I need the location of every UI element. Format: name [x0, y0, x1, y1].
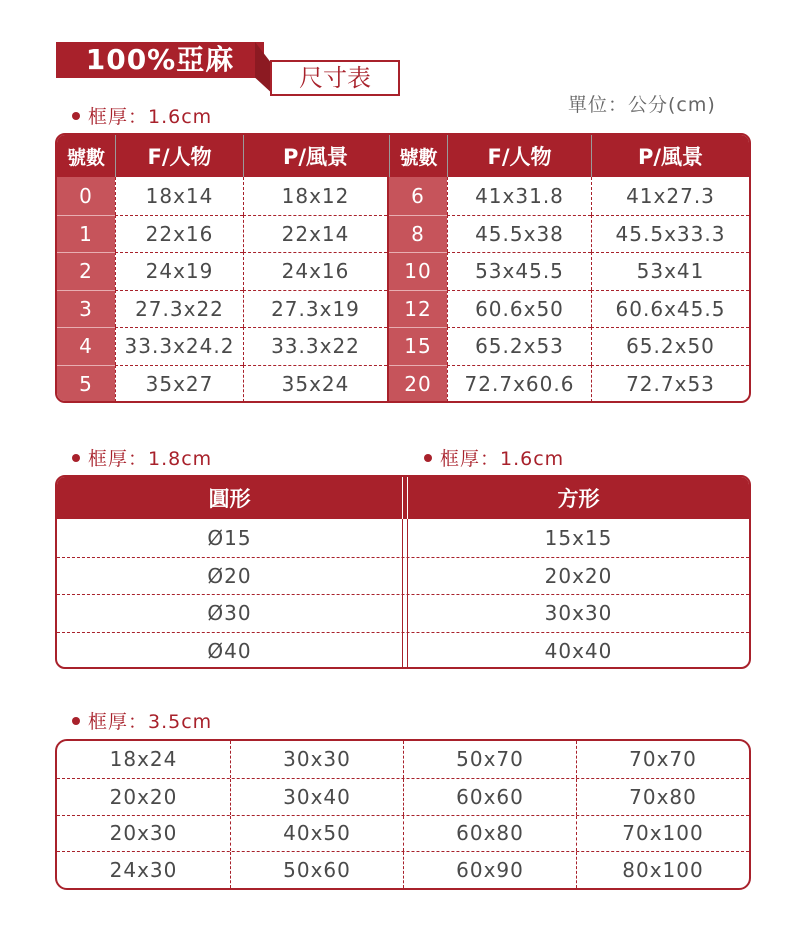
size-cell: 72.7x60.6 [447, 365, 591, 403]
square-size-cell: 30x30 [544, 601, 613, 626]
size-cell: 27.3x22 [115, 290, 243, 328]
square-size-cell: 20x20 [544, 563, 613, 588]
number-cell: 6 [389, 177, 447, 215]
size-cell: 30x30 [230, 741, 403, 778]
size-cell: 22x14 [243, 215, 387, 253]
size-cell: 33.3x22 [243, 327, 387, 365]
size-cell: 80x100 [576, 852, 749, 888]
size-cell: 60x80 [403, 816, 576, 852]
table-header [57, 477, 749, 519]
size-table-thick [55, 739, 751, 890]
round-size-cell: Ø30 [207, 601, 252, 626]
size-cell: 20x20 [109, 784, 178, 809]
number-cell: 2 [57, 252, 115, 290]
size-cell: 18x24 [109, 747, 178, 772]
table-body [57, 519, 749, 669]
header-round: 圓形 [208, 487, 251, 511]
size-cell: 70x100 [576, 816, 749, 852]
table-row [57, 594, 749, 632]
section3-label [72, 707, 212, 734]
number-cell: 3 [57, 290, 115, 328]
size-cell: 18x14 [115, 177, 243, 215]
table-body [57, 177, 749, 402]
size-cell: 33.3x24.2 [115, 327, 243, 365]
size-table-standard [55, 133, 751, 403]
size-cell: 65.2x53 [447, 327, 591, 365]
table-row [57, 177, 749, 215]
size-cell: 70x70 [576, 741, 749, 778]
banner-subtitle: 尺寸表 [270, 60, 400, 96]
section2-label-left-text: 框厚：1.8cm [88, 448, 213, 470]
number-cell: 4 [57, 327, 115, 365]
bullet-icon [72, 112, 80, 120]
size-cell: 41x31.8 [447, 177, 591, 215]
size-cell: 22x16 [115, 215, 243, 253]
header-figure: F/人物 [115, 135, 243, 177]
size-cell: 35x24 [243, 365, 387, 403]
section2-label-left [72, 444, 212, 471]
bullet-icon [72, 454, 80, 462]
number-cell: 15 [389, 327, 447, 365]
size-cell: 41x27.3 [591, 177, 749, 215]
number-cell: 10 [389, 252, 447, 290]
size-cell: 30x40 [230, 779, 403, 815]
round-size-cell: Ø15 [207, 525, 252, 550]
size-cell: 70x80 [576, 779, 749, 815]
size-cell: 65.2x50 [591, 327, 749, 365]
square-size-cell: 40x40 [544, 638, 613, 663]
size-cell: 40x50 [230, 816, 403, 852]
table-row [57, 215, 749, 253]
size-cell: 24x16 [243, 252, 387, 290]
table-row [57, 741, 749, 778]
header-figure-2: F/人物 [447, 135, 591, 177]
table-row [57, 557, 749, 595]
number-cell: 8 [389, 215, 447, 253]
round-size-cell: Ø40 [207, 638, 252, 663]
table-row [57, 252, 749, 290]
size-cell: 50x60 [230, 852, 403, 888]
number-cell: 20 [389, 365, 447, 403]
table-row [57, 290, 749, 328]
number-cell: 5 [57, 365, 115, 403]
size-cell: 45.5x33.3 [591, 215, 749, 253]
table-header [57, 135, 749, 177]
size-cell: 60x60 [403, 779, 576, 815]
section1-label-text: 框厚：1.6cm [88, 106, 213, 128]
header-landscape-2: P/風景 [591, 135, 749, 177]
table-row [57, 327, 749, 365]
size-cell: 60.6x45.5 [591, 290, 749, 328]
table-body [57, 741, 749, 888]
size-cell: 27.3x19 [243, 290, 387, 328]
bullet-icon [72, 717, 80, 725]
size-cell: 72.7x53 [591, 365, 749, 403]
size-cell: 24x30 [109, 858, 178, 883]
number-cell: 1 [57, 215, 115, 253]
table-row [57, 851, 749, 888]
square-size-cell: 15x15 [544, 525, 613, 550]
size-cell: 18x12 [243, 177, 387, 215]
size-cell: 24x19 [115, 252, 243, 290]
table-row [57, 815, 749, 852]
section1-label [72, 102, 212, 129]
banner-title: 100%亞麻 [56, 42, 264, 78]
number-cell: 12 [389, 290, 447, 328]
size-cell: 53x41 [591, 252, 749, 290]
section2-label-right [424, 444, 564, 471]
bullet-icon [424, 454, 432, 462]
table-row [57, 778, 749, 815]
size-cell: 60x90 [403, 852, 576, 888]
table-row [57, 632, 749, 670]
size-cell: 45.5x38 [447, 215, 591, 253]
section2-label-right-text: 框厚：1.6cm [440, 448, 565, 470]
header-number-2: 號數 [389, 135, 447, 177]
table-row [57, 365, 749, 403]
header-number: 號數 [66, 146, 105, 169]
header-landscape: P/風景 [243, 135, 387, 177]
size-cell: 53x45.5 [447, 252, 591, 290]
size-cell: 60.6x50 [447, 290, 591, 328]
unit-label: 單位：公分(cm) [568, 94, 716, 116]
size-cell: 20x30 [109, 821, 178, 846]
size-cell: 50x70 [403, 741, 576, 778]
number-cell: 0 [57, 177, 115, 215]
size-cell: 35x27 [115, 365, 243, 403]
section3-label-text: 框厚：3.5cm [88, 711, 213, 733]
table-row [57, 519, 749, 557]
header-square: 方形 [557, 487, 600, 511]
size-table-shapes [55, 475, 751, 669]
round-size-cell: Ø20 [207, 563, 252, 588]
